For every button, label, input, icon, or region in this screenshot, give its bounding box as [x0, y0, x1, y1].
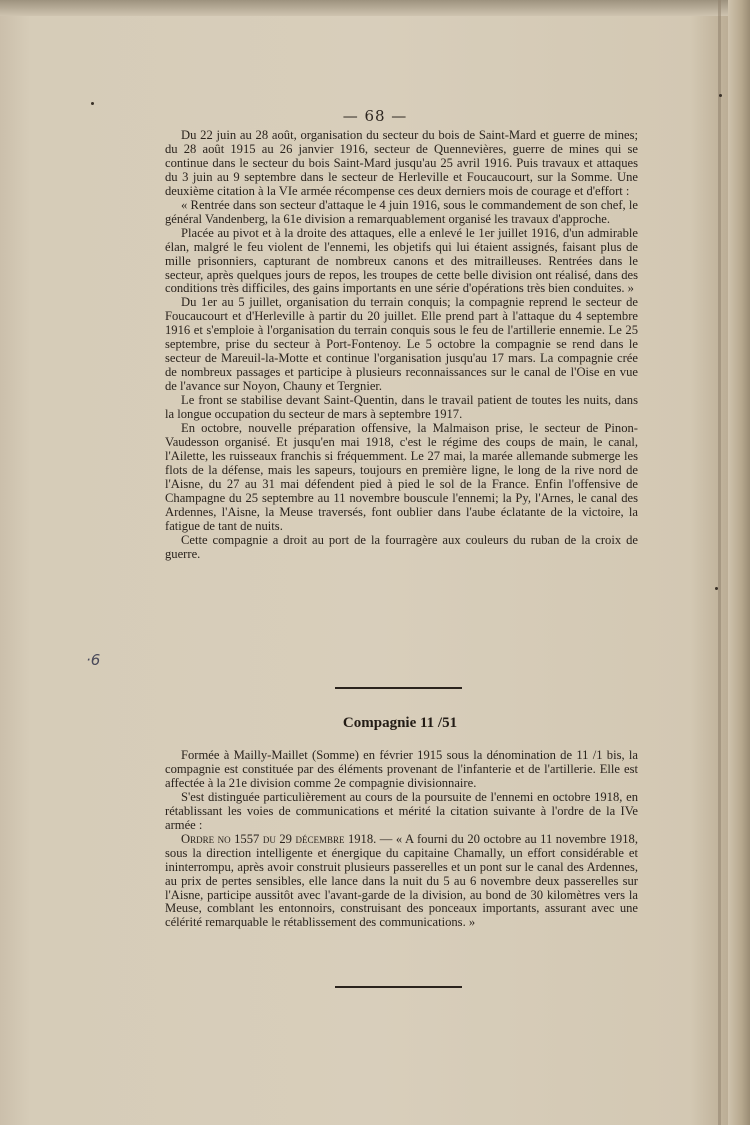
citation-paragraph: [165, 833, 638, 931]
paper-speck: [719, 94, 722, 97]
section-heading: Compagnie 11 /51: [342, 715, 458, 731]
section-compagnie-11-51: [165, 749, 638, 930]
paragraph: Du 1er au 5 juillet, organisation du terrain conquis; la compagnie reprend le secteur de Foucaucourt et d'Herleville à partir du 20 juillet. Elle prend part à l'attaque du 4 septembre 1916 et s'emploie à l'organisation du terrain conquis sous le feu de l'artillerie ennemie. Le 25 septembre, prise du secteur à Port-Fontenoy. Le 5 octobre la compagnie se rend dans le secteur de Mareuil-la-Motte et continue l'organisation jusqu'au 17 mars. La compagnie crée de nombreux passages et participe à plusieurs reconnaissances sur le canal de l'Oise en vue de l'avance sur Noyon, Chauny et Tergnier.: [165, 295, 638, 394]
page-top-edge: [0, 0, 750, 16]
section-campaign-history: [165, 129, 638, 562]
paragraph: Formée à Mailly-Maillet (Somme) en février 1915 sous la dénomination de 11 /1 bis, la compagnie est constituée par des éléments provenant de l'infanterie et de l'artillerie. Elle est affectée à la 21e division comme 2e compagnie divisionnaire.: [165, 748, 638, 790]
section-end-divider: [335, 986, 462, 988]
page-right-edge: [728, 0, 750, 1125]
section-divider: [335, 687, 462, 689]
paragraph: En octobre, nouvelle préparation offensive, la Malmaison prise, le secteur de Pinon-Vaudesson organisé. Et jusqu'en mai 1918, c'est le régime des coups de main, le canal, l'Ailette, les ruisseaux franchis si fréquemment. Le 27 mai, la marée allemande submerge les flots de la défense, mais les sapeurs, toujours en première ligne, le long de la rive nord de l'Aisne, du 27 au 31 mai défendent pied à pied le sol de la France. Enfin l'offensive de Champagne du 25 septembre au 11 novembre bouscule l'ennemi; la Py, l'Arnes, le canal des Ardennes, l'Aisne, la Meuse traversés, font oublier dans l'aube éclatante de la victoire, la fatigue de tant de nuits.: [165, 421, 638, 533]
margin-annotation: ·6: [86, 651, 101, 669]
page-fold-line: [718, 0, 721, 1125]
paragraph: « Rentrée dans son secteur d'attaque le 4 juin 1916, sous le commandement de son chef, le général Vandenberg, la 61e division a remarquablement organisé les travaux d'approche.: [165, 197, 638, 226]
paragraph: Placée au pivot et à la droite des attaques, elle a enlevé le 1er juillet 1916, d'un admirable élan, malgré le feu violent de l'ennemi, les objetifs qui lui étaient assignés, faisant plus de mille prisonniers, capturant de nombreux canons et des mitrailleuses. Rentrées dans le secteur, après quelques jours de repos, les troupes de cette belle division ont réalisé, dans des conditions très difficiles, des gains importants en une série d'opérations très bien conduites. »: [165, 225, 638, 296]
paper-speck: [715, 587, 718, 590]
page-number: — 68 —: [342, 107, 408, 125]
paragraph: Le front se stabilise devant Saint-Quentin, dans le travail patient de toutes les nuits, dans la longue occupation du secteur de mars à septembre 1917.: [165, 393, 638, 422]
paper-speck: [91, 102, 94, 105]
paragraph: S'est distinguée particulièrement au cours de la poursuite de l'ennemi en octobre 1918, en rétablissant les voies de communications et mérité la citation suivante à l'ordre de la IVe armée :: [165, 789, 638, 832]
paragraph: Du 22 juin au 28 août, organisation du secteur du bois de Saint-Mard et guerre de mines; du 28 août 1915 au 26 janvier 1916, secteur de Quennevières, guerre de mines qui se continue dans le secteur du bois Saint-Mard jusqu'au 25 avril 1916. Puis travaux et attaques du 3 juin au 9 septembre dans le secteur de Herleville et Foucaucourt, sur la Somme. Une deuxième citation à la VIe armée récompense ces deux derniers mois de courage et d'effort :: [165, 128, 638, 198]
citation-text: « A fourni du 20 octobre au 11 novembre 1918, sous la direction intelligente et énergique du capitaine Chamally, un effort considérable et ininterrompu, après avoir construit plusieurs passerelles et un pont sur le canal des Ardennes, au prix de pertes sensibles, elle lance dans la nuit du 5 au 6 novembre deux passerelles sur l'Aisne, participe aussitôt avec l'avant-garde de la division, au bond de 30 kilomètres vers la Meuse, comblant les entonnoirs, construisant des ponceaux importants, assurant avec une célérité remarquable le rétablissement des communications. »: [165, 831, 638, 930]
order-label: Ordre no 1557 du 29 décembre 1918. —: [181, 831, 393, 846]
paragraph: Cette compagnie a droit au port de la fourragère aux couleurs du ruban de la croix de guerre.: [165, 532, 638, 561]
